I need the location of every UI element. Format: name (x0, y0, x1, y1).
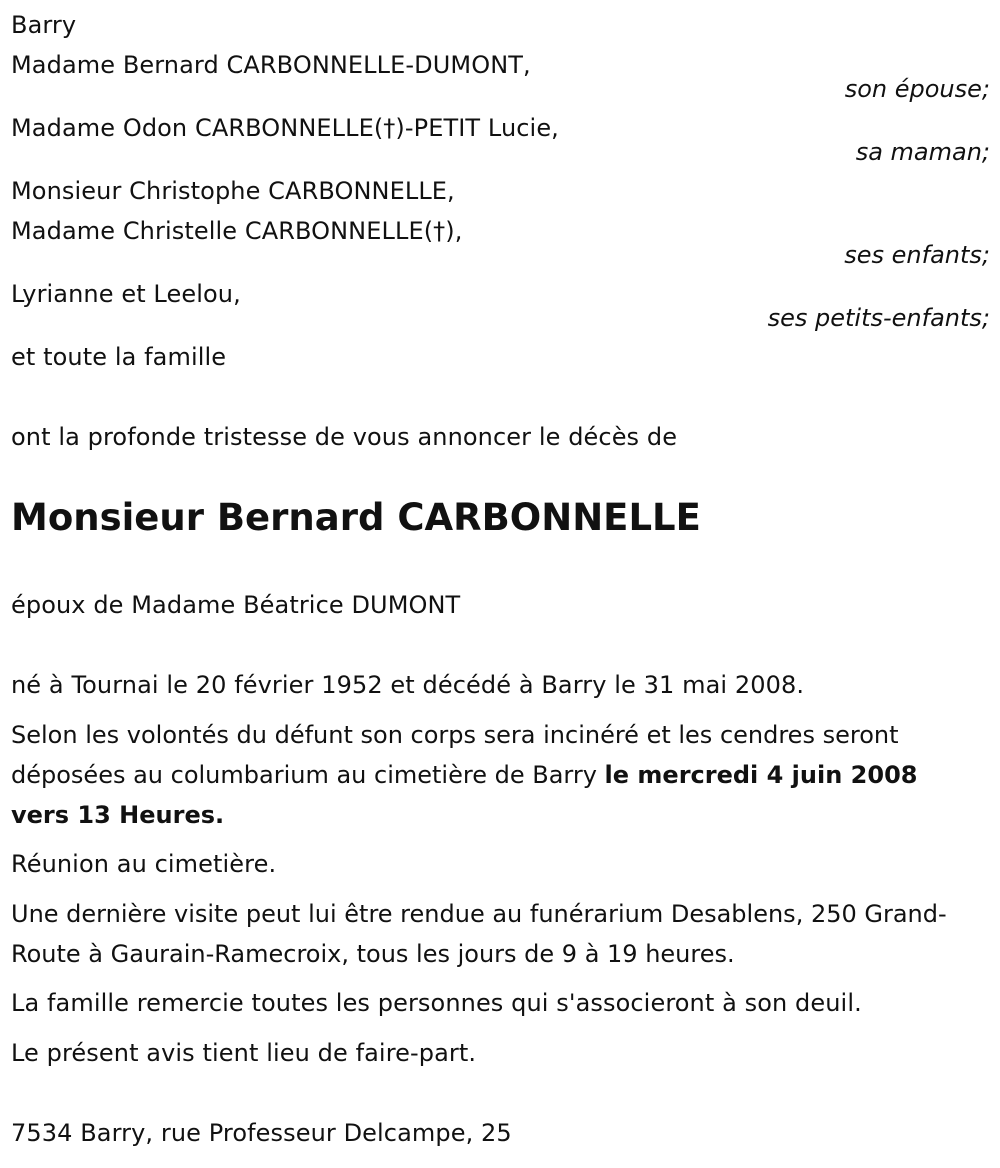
address: 7534 Barry, rue Professeur Delcampe, 25 (11, 1119, 512, 1147)
visit-info: Une dernière visite peut lui être rendue au funérarium Desablens, 250 Grand-Route à Gaurain-Ramecroix, tous les jours de 9 à 19 heures. (11, 900, 947, 968)
spouse-line: époux de Madame Béatrice DUMONT (11, 591, 461, 619)
locality: Barry (11, 11, 77, 39)
cremation-paragraph (11, 715, 971, 835)
family-member-daughter: Madame Christelle CARBONNELLE(†), (11, 217, 463, 245)
family-member-grandchildren: Lyrianne et Leelou, (11, 280, 241, 308)
thanks: La famille remercie toutes les personnes qui s'associeront à son deuil. (11, 989, 862, 1017)
relation-children: ses enfants; (844, 241, 990, 269)
relation-mother: sa maman; (855, 138, 990, 166)
relation-spouse: son épouse; (844, 75, 990, 103)
cremation-date: le mercredi 4 juin 2008 vers 13 Heures. (11, 761, 918, 829)
cremation-text: Selon les volontés du défunt son corps sera incinéré et les cendres seront déposées au columbarium au cimetière de Barry (11, 721, 899, 789)
notice: Le présent avis tient lieu de faire-part. (11, 1039, 477, 1067)
family-member-spouse: Madame Bernard CARBONNELLE-DUMONT, (11, 51, 531, 79)
family-member-mother: Madame Odon CARBONNELLE(†)-PETIT Lucie, (11, 114, 559, 142)
family-closing: et toute la famille (11, 343, 227, 371)
birth-death: né à Tournai le 20 février 1952 et décédé à Barry le 31 mai 2008. (11, 671, 805, 699)
announcement: ont la profonde tristesse de vous annoncer le décès de (11, 423, 678, 451)
relation-grandchildren: ses petits-enfants; (767, 304, 990, 332)
family-member-son: Monsieur Christophe CARBONNELLE, (11, 177, 455, 205)
meeting-info: Réunion au cimetière. (11, 850, 277, 878)
deceased-name: Monsieur Bernard CARBONNELLE (11, 496, 701, 539)
